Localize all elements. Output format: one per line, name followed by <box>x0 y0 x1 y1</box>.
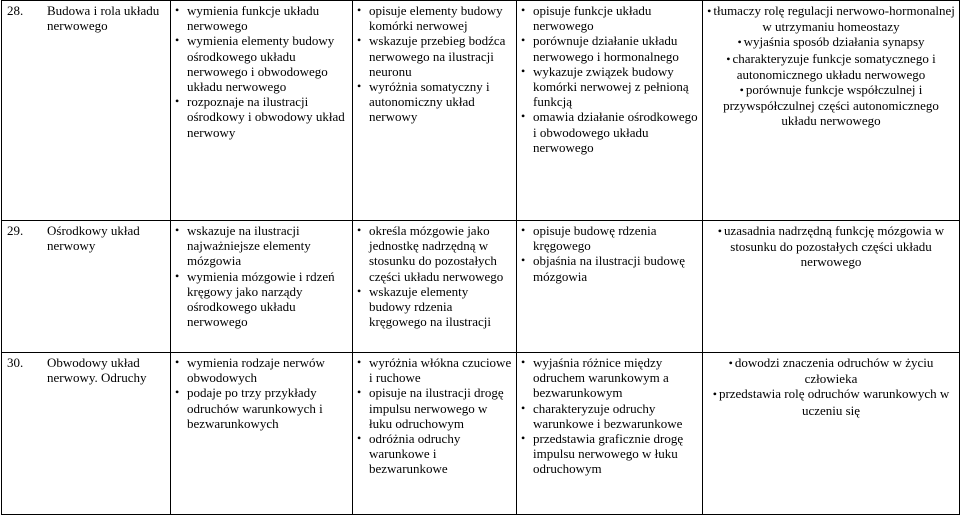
requirements-list <box>175 355 348 431</box>
lesson-number: 30. <box>7 355 24 370</box>
list-item: • wyróżnia włókna czuciowe i ruchowe <box>357 355 512 385</box>
lesson-topic: Ośrodkowy układ nerwowy <box>47 223 140 254</box>
list-item: • rozpoznaje na ilustracji ośrodkowy i obwodowy układ nerwowy <box>175 94 348 140</box>
list-item: • wymienia elementy budowy ośrodkowego układu nerwowego i obwodowego układu nerwowego <box>175 33 348 94</box>
list-item: • podaje po trzy przykłady odruchów warunkowych i bezwarunkowych <box>175 385 348 431</box>
list-item: • wskazuje elementy budowy rdzenia kręgowego na ilustracji <box>357 284 512 330</box>
list-item: • wyjaśnia różnice między odruchem warunkowym a bezwarunkowym <box>521 355 698 401</box>
table-row <box>2 221 960 353</box>
list-item: • określa mózgowie jako jednostkę nadrzędną w stosunku do pozostałych części układu nerwowego <box>357 223 512 284</box>
list-item: • wyjaśnia sposób działania synapsy <box>707 34 955 50</box>
requirements-cell-5 <box>703 1 960 221</box>
list-item: • wskazuje przebieg bodźca nerwowego na ilustracji neuronu <box>357 33 512 79</box>
list-item: • wyróżnia somatyczny i autonomiczny układ nerwowy <box>357 79 512 125</box>
requirements-list <box>357 223 512 329</box>
requirements-table <box>1 0 960 515</box>
requirements-list <box>357 355 512 477</box>
lesson-topic: Budowa i rola układu nerwowego <box>47 3 160 34</box>
lesson-number: 28. <box>7 3 24 18</box>
list-item: • opisuje na ilustracji drogę impulsu nerwowego w łuku odruchowym <box>357 385 512 431</box>
list-item: • charakteryzuje funkcje somatycznego i autonomicznego układu nerwowego <box>707 51 955 82</box>
lesson-topic: Obwodowy układ nerwowy. Odruchy <box>47 355 147 386</box>
list-item: • wykazuje związek budowy komórki nerwowej z pełnioną funkcją <box>521 64 698 110</box>
lesson-number: 29. <box>7 223 24 238</box>
list-item: • objaśnia na ilustracji budowę mózgowia <box>521 253 698 283</box>
list-item: • tłumaczy rolę regulacji nerwowo-hormonalnej w utrzymaniu homeostazy <box>707 3 955 34</box>
list-item: • przedstawia graficznie drogę impulsu nerwowego w łuku odruchowym <box>521 431 698 477</box>
requirements-list <box>521 355 698 477</box>
requirements-list <box>707 223 955 270</box>
list-item: • charakteryzuje odruchy warunkowe i bezwarunkowe <box>521 401 698 431</box>
topic-cell <box>2 221 171 353</box>
requirements-list <box>175 3 348 140</box>
requirements-cell-4 <box>517 353 703 515</box>
list-item: • omawia działanie ośrodkowego i obwodowego układu nerwowego <box>521 109 698 155</box>
requirements-cell-3 <box>353 221 517 353</box>
requirements-list <box>521 223 698 284</box>
list-item: • wymienia rodzaje nerwów obwodowych <box>175 355 348 385</box>
requirements-list <box>707 3 955 129</box>
list-item: • przedstawia rolę odruchów warunkowych w uczeniu się <box>707 386 955 417</box>
table-body <box>2 1 960 515</box>
requirements-list <box>357 3 512 125</box>
requirements-cell-4 <box>517 221 703 353</box>
list-item: • wymienia mózgowie i rdzeń kręgowy jako narządy ośrodkowego układu nerwowego <box>175 269 348 330</box>
list-item: • wskazuje na ilustracji najważniejsze elementy mózgowia <box>175 223 348 269</box>
list-item: • porównuje działanie układu nerwowego i hormonalnego <box>521 33 698 63</box>
topic-cell <box>2 1 171 221</box>
requirements-cell-5 <box>703 221 960 353</box>
list-item: • odróżnia odruchy warunkowe i bezwarunkowe <box>357 431 512 477</box>
list-item: • dowodzi znaczenia odruchów w życiu człowieka <box>707 355 955 386</box>
requirements-cell-3 <box>353 353 517 515</box>
requirements-list <box>175 223 348 329</box>
table-row <box>2 353 960 515</box>
list-item: • porównuje funkcje współczulnej i przywspółczulnej części autonomicznego układu nerwowego <box>707 82 955 129</box>
list-item: • wymienia funkcje układu nerwowego <box>175 3 348 33</box>
list-item: • opisuje budowę rdzenia kręgowego <box>521 223 698 253</box>
list-item: • opisuje funkcje układu nerwowego <box>521 3 698 33</box>
list-item: • uzasadnia nadrzędną funkcję mózgowia w stosunku do pozostałych części układu nerwowego <box>707 223 955 270</box>
requirements-cell-2 <box>171 1 353 221</box>
requirements-cell-5 <box>703 353 960 515</box>
requirements-list <box>521 3 698 155</box>
requirements-list <box>707 355 955 418</box>
topic-cell <box>2 353 171 515</box>
requirements-cell-3 <box>353 1 517 221</box>
table-row <box>2 1 960 221</box>
requirements-cell-2 <box>171 221 353 353</box>
list-item: • opisuje elementy budowy komórki nerwowej <box>357 3 512 33</box>
requirements-cell-4 <box>517 1 703 221</box>
requirements-cell-2 <box>171 353 353 515</box>
